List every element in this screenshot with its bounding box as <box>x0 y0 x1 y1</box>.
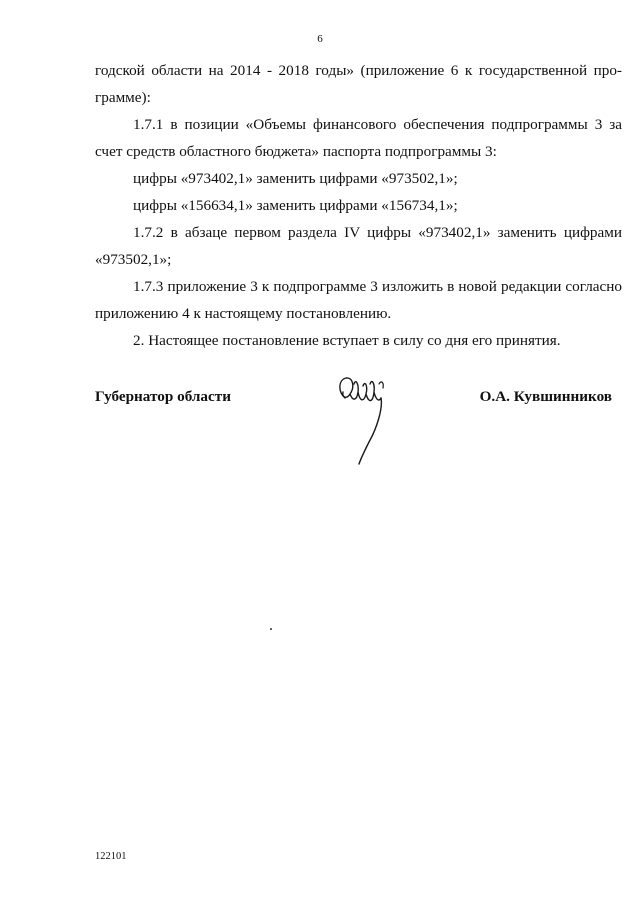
page-number: 6 <box>317 33 323 45</box>
paragraph-line-11: 2. Настоящее постановление вступает в силу со дня его принятия. <box>133 332 561 349</box>
handwritten-signature <box>333 372 395 467</box>
paragraph-line-10: приложению 4 к настоящему постановлению. <box>95 305 392 322</box>
signatory-title: Губернатор области <box>95 388 231 405</box>
paragraph-line-2: грамме): <box>95 89 151 106</box>
paragraph-line-7: 1.7.2 в абзаце первом раздела IV цифры «973402,1» заменить цифрами <box>133 224 622 241</box>
paragraph-line-5: цифры «973402,1» заменить цифрами «973502,1»; <box>133 170 458 187</box>
stray-dot <box>270 628 272 630</box>
paragraph-line-1: годской области на 2014 - 2018 годы» (приложение 6 к государственной про- <box>95 62 622 79</box>
paragraph-line-6: цифры «156634,1» заменить цифрами «156734,1»; <box>133 197 458 214</box>
document-code: 122101 <box>95 851 127 862</box>
paragraph-line-4: счет средств областного бюджета» паспорта подпрограммы 3: <box>95 143 497 160</box>
paragraph-line-3: 1.7.1 в позиции «Объемы финансового обеспечения подпрограммы 3 за <box>133 116 622 133</box>
document-body <box>95 57 622 354</box>
paragraph-line-8: «973502,1»; <box>95 251 172 268</box>
paragraph-line-9: 1.7.3 приложение 3 к подпрограмме 3 изложить в новой редакции согласно <box>133 278 622 295</box>
signatory-name: О.А. Кувшинников <box>479 388 612 405</box>
